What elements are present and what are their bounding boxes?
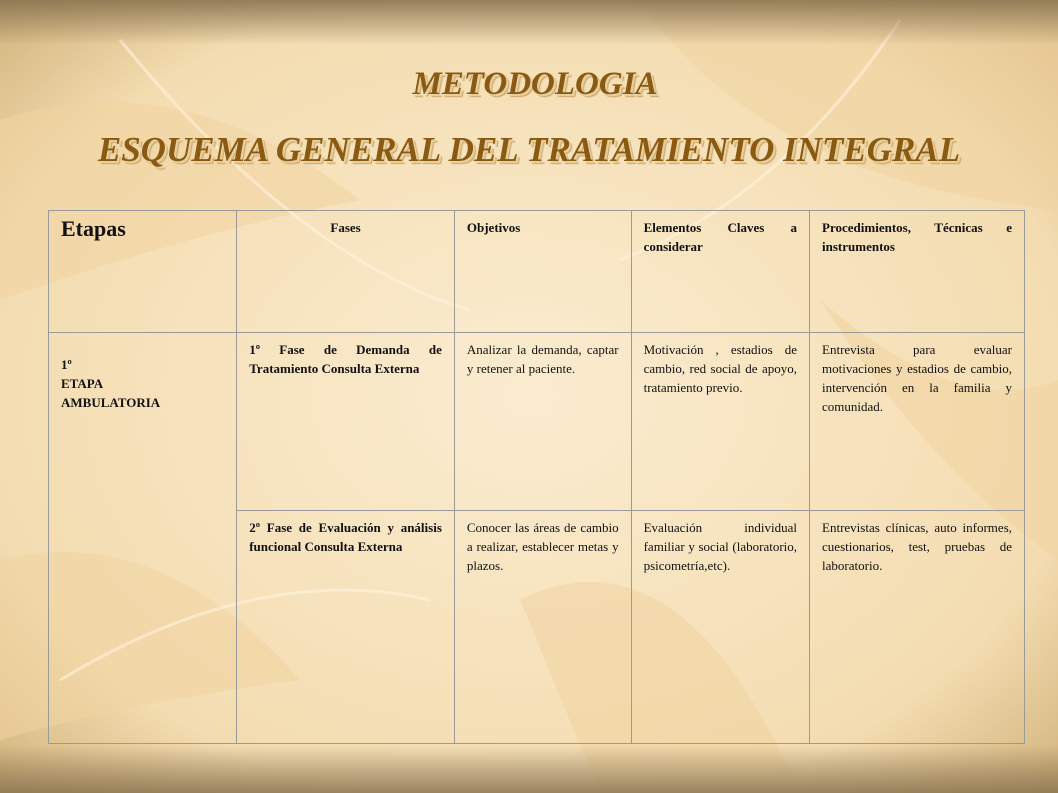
page-subtitle: ESQUEMA GENERAL DEL TRATAMIENTO INTEGRAL [97, 130, 961, 169]
header-etapas: Etapas [49, 211, 237, 333]
page-title: METODOLOGIA [412, 66, 658, 102]
stage-type: AMBULATORIA [61, 395, 161, 410]
procedimientos-cell: Entrevista para evaluar motivaciones y estadios de cambio, intervención en la familia y comunidad. [810, 333, 1025, 511]
header-elementos: Elementos Claves a considerar [631, 211, 809, 333]
stage-number: 1º [61, 357, 72, 372]
elementos-cell: Motivación , estadios de cambio, red social de apoyo, tratamiento previo. [631, 333, 809, 511]
stage-label: ETAPA [61, 376, 104, 391]
objetivos-cell: Analizar la demanda, captar y retener al paciente. [454, 333, 631, 511]
elementos-cell: Evaluación individual familiar y social (laboratorio, psicometría,etc). [631, 511, 809, 744]
header-objetivos: Objetivos [454, 211, 631, 333]
fase-cell: 1º Fase de Demanda de Tratamiento Consulta Externa [237, 333, 455, 511]
header-procedimientos: Procedimientos, Técnicas e instrumentos [810, 211, 1025, 333]
stage-cell [49, 333, 237, 744]
objetivos-cell: Conocer las áreas de cambio a realizar, establecer metas y plazos. [454, 511, 631, 744]
header-fases: Fases [237, 211, 455, 333]
table-row [49, 333, 1025, 511]
fase-cell: 2º Fase de Evaluación y análisis funcional Consulta Externa [237, 511, 455, 744]
procedimientos-cell: Entrevistas clínicas, auto informes, cuestionarios, test, pruebas de laboratorio. [810, 511, 1025, 744]
table-header-row [49, 211, 1025, 333]
methodology-table [48, 210, 1025, 744]
